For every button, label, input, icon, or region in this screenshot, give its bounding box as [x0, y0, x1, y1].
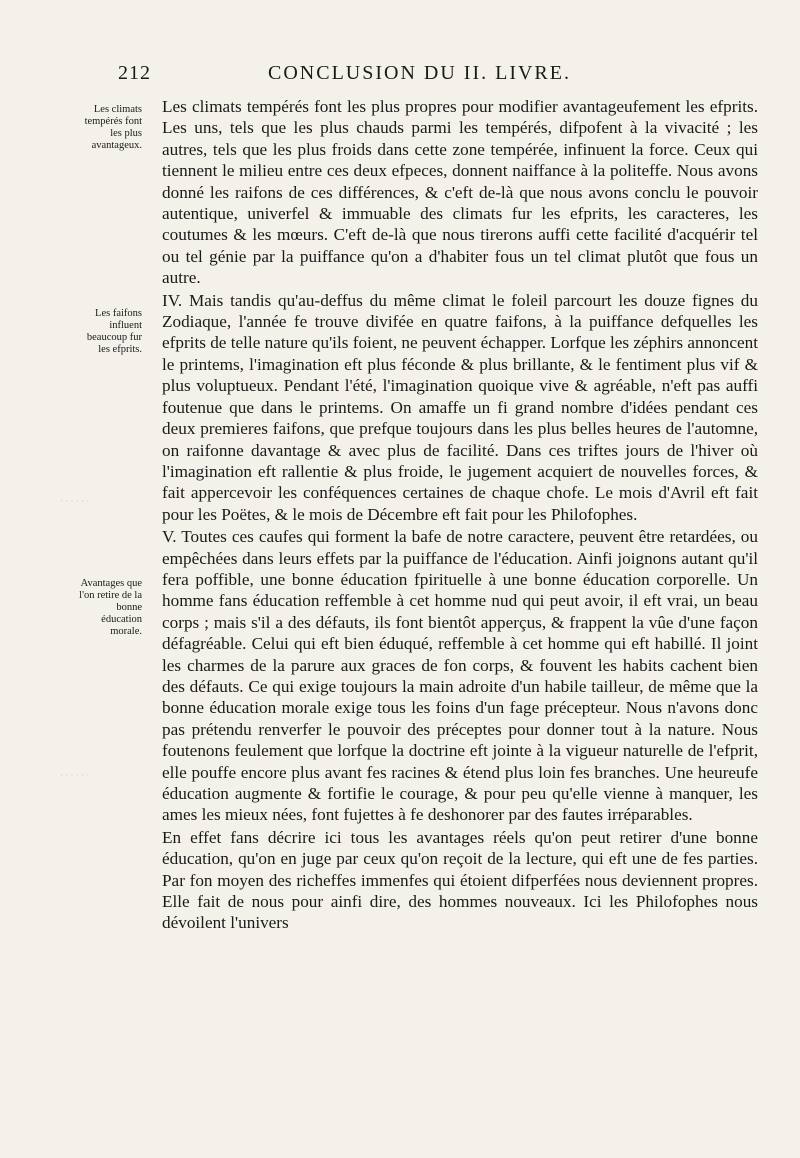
paragraph-climats: Les climats tempérés font les plus propres pour modifier avantageufement les efprits. Les uns, tels que les plus chauds parmi les tempérés, difpofent à la vivacité ; les autres, tels que les plus froids dans cette zone tempérée, infinuent la force. Ceux qui tiennent le milieu entre ces deux efpeces, donnent naiffance à la politeffe. Nous avons donné les raifons de ces différences, & c'eft de-là que nous avons conclu le pouvoir autentique, univerfel & immuable des climats fur les efprits, les caracteres, les coutumes & les mœurs. C'eft de-là que nous tirerons auffi cette facilité d'acquérir tel ou tel génie par la puiffance qu'on a d'habiter fous un tel climat plutôt que fous un autre. [162, 97, 758, 288]
show-through-mark: · · · · · · [60, 496, 90, 506]
main-text [162, 96, 758, 934]
paragraph-education: V. Toutes ces caufes qui forment la bafe de notre caractere, peuvent être retardées, ou empêchées dans leurs effets par la puiffance de l'éducation. Ainfi joignons autant qu'il fera poffible, une bonne éducation fpirituelle à une bonne éducation corporelle. Un homme fans éducation reffemble à cet homme nud qui peut avoir, il eft vrai, un beau corps ; mais s'il a des défauts, ils font bientôt apperçus, & frappent la vûe d'une façon défagréable. Celui qui eft bien éduqué, reffemble à cet homme qui eft habillé. Il joint les charmes de la parure aux graces de fon corps, & fouvent les habits cachent bien des défauts. Ce qui exige toujours la main adroite d'un habile tailleur, de même que la bonne éducation morale exige tous les foins d'un fage précepteur. Nous n'avons donc pas prétendu renverfer le pouvoir des préceptes pour donner tout à la nature. Nous foutenons feulement que lorfque la doctrine eft jointe à la vigueur naturelle de l'efprit, elle pouffe encore plus avant fes racines & étend plus loin fes branches. Une heureufe éducation augmente & fortifie le courage, & pour peu qu'elle vienne à manquer, les ames les mieux nées, font fujettes à fe deshonorer par des fautes irréparables. [162, 527, 758, 825]
page-number: 212 [118, 62, 151, 84]
margin-note-education: Avantages que l'on retire de la bonne éducation morale. [79, 578, 142, 637]
paragraph-saisons: IV. Mais tandis qu'au-deffus du même climat le foleil parcourt les douze fignes du Zodiaque, l'année fe trouve divifée en quatre faifons, à la puiffance defquelles les efprits de telle nature qu'ils foient, ne peuvent échapper. Lorfque les zéphirs annoncent le printems, l'imagination eft plus féconde & plus brillante, & le fentiment plus vif & plus voluptueux. Pendant l'été, l'imagination quoique vive & agréable, n'eft pas auffi foutenue que dans le printems. On amaffe un fi grand nombre d'idées pendant ces deux premieres faifons, que prefque toujours dans les plus belles heures de l'automne, on raifonne davantage & avec plus de facilité. Dans ces triftes jours de l'hiver où l'imagination eft rallentie & plus froide, le jugement acquiert de nouvelles forces, & fait appercevoir les conféquences certaines de chaque chofe. Le mois d'Avril eft fait pour les Poëtes, & le mois de Décembre eft fait pour les Philofophes. [162, 290, 758, 524]
margin-note-climats: Les climats tempérés font les plus avantageux. [84, 104, 142, 151]
page-header [118, 62, 638, 92]
margin-note-saisons: Les faifons influent beaucoup fur les efprits. [86, 308, 142, 355]
running-title: CONCLUSION DU II. LIVRE. [268, 62, 571, 84]
show-through-mark: · · · · · · [60, 770, 90, 780]
paragraph-lecture: En effet fans décrire ici tous les avantages réels qu'on peut retirer d'une bonne éducation, qu'on en juge par ceux qu'on reçoit de la lecture, qui eft une de fes parties. Par fon moyen des richeffes immenfes qui étoient difperfées nous deviennent propres. Elle fait de nous pour ainfi dire, des hommes nouveaux. Ici les Philofophes nous dévoilent l'univers [162, 827, 758, 933]
